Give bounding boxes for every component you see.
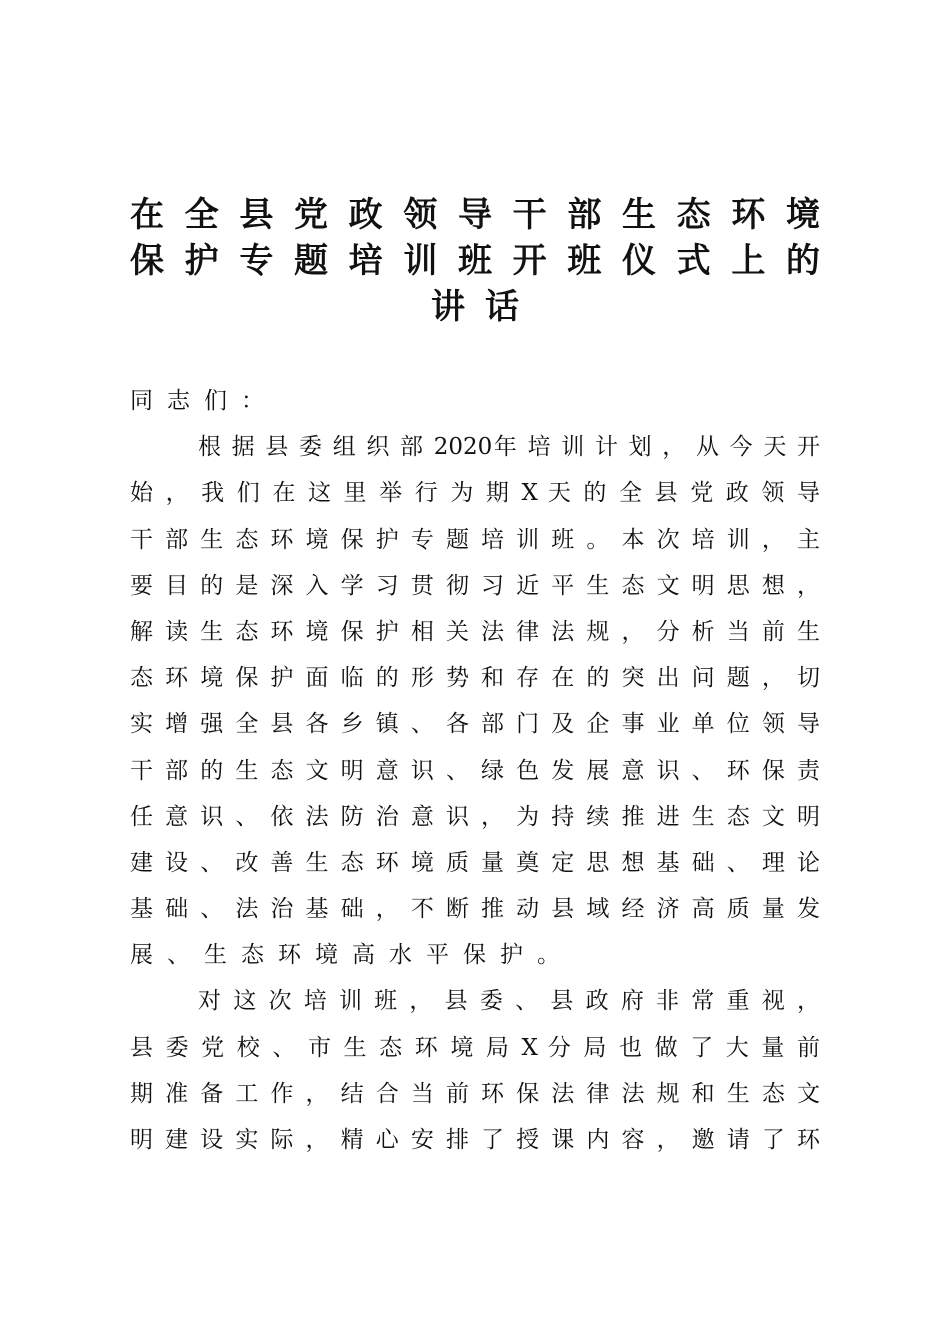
title-line-2: 保 护 专 题 培 训 班 开 班 仪 式 上 的 [130, 241, 820, 281]
paragraph-line: 要 目 的 是 深 入 学 习 贯 彻 习 近 平 生 态 文 明 思 想 ， [130, 572, 820, 599]
paragraph-line: 任 意 识 、 依 法 防 治 意 识 ， 为 持 续 推 进 生 态 文 明 [130, 803, 820, 830]
paragraph-line: 解 读 生 态 环 境 保 护 相 关 法 律 法 规 ， 分 析 当 前 生 [130, 618, 820, 645]
document-title [130, 192, 820, 330]
title-line-1: 在 全 县 党 政 领 导 干 部 生 态 环 境 [130, 195, 820, 235]
paragraph-line: 明 建 设 实 际 ， 精 心 安 排 了 授 课 内 容 ， 邀 请 了 环 [130, 1127, 820, 1153]
greeting: 同志们： [130, 388, 278, 414]
paragraph-line: 县 委 党 校 、 市 生 态 环 境 局 X 分 局 也 做 了 大 量 前 [130, 1034, 820, 1061]
paragraph-line: 建 设 、 改 善 生 态 环 境 质 量 奠 定 思 想 基 础 、 理 论 [130, 849, 820, 876]
paragraph-line: 始 ， 我 们 在 这 里 举 行 为 期 X 天 的 全 县 党 政 领 导 [130, 480, 820, 507]
paragraph-line: 根 据 县 委 组 织 部 2020年 培 训 计 划 ， 从 今 天 开 [198, 434, 820, 461]
paragraph-2 [130, 978, 820, 1163]
title-line-3: 讲话 [431, 287, 539, 327]
paragraph-line: 态 环 境 保 护 面 临 的 形 势 和 存 在 的 突 出 问 题 ， 切 [130, 665, 820, 692]
paragraph-line: 期 准 备 工 作 ， 结 合 当 前 环 保 法 律 法 规 和 生 态 文 [130, 1080, 820, 1107]
paragraph-line: 干 部 的 生 态 文 明 意 识 、 绿 色 发 展 意 识 、 环 保 责 [130, 757, 820, 784]
paragraph-line: 实 增 强 全 县 各 乡 镇 、 各 部 门 及 企 事 业 单 位 领 导 [130, 711, 820, 738]
paragraph-line: 对 这 次 培 训 班 ， 县 委 、 县 政 府 非 常 重 视 ， [198, 988, 820, 1015]
document-body [130, 378, 820, 1163]
paragraph-line: 基 础 、 法 治 基 础 ， 不 断 推 动 县 域 经 济 高 质 量 发 [130, 896, 820, 923]
paragraph-line: 展、生态环境高水平保护。 [130, 942, 574, 969]
paragraph-line: 干 部 生 态 环 境 保 护 专 题 培 训 班 。 本 次 培 训 ， 主 [130, 526, 820, 553]
paragraph-1 [130, 424, 820, 978]
